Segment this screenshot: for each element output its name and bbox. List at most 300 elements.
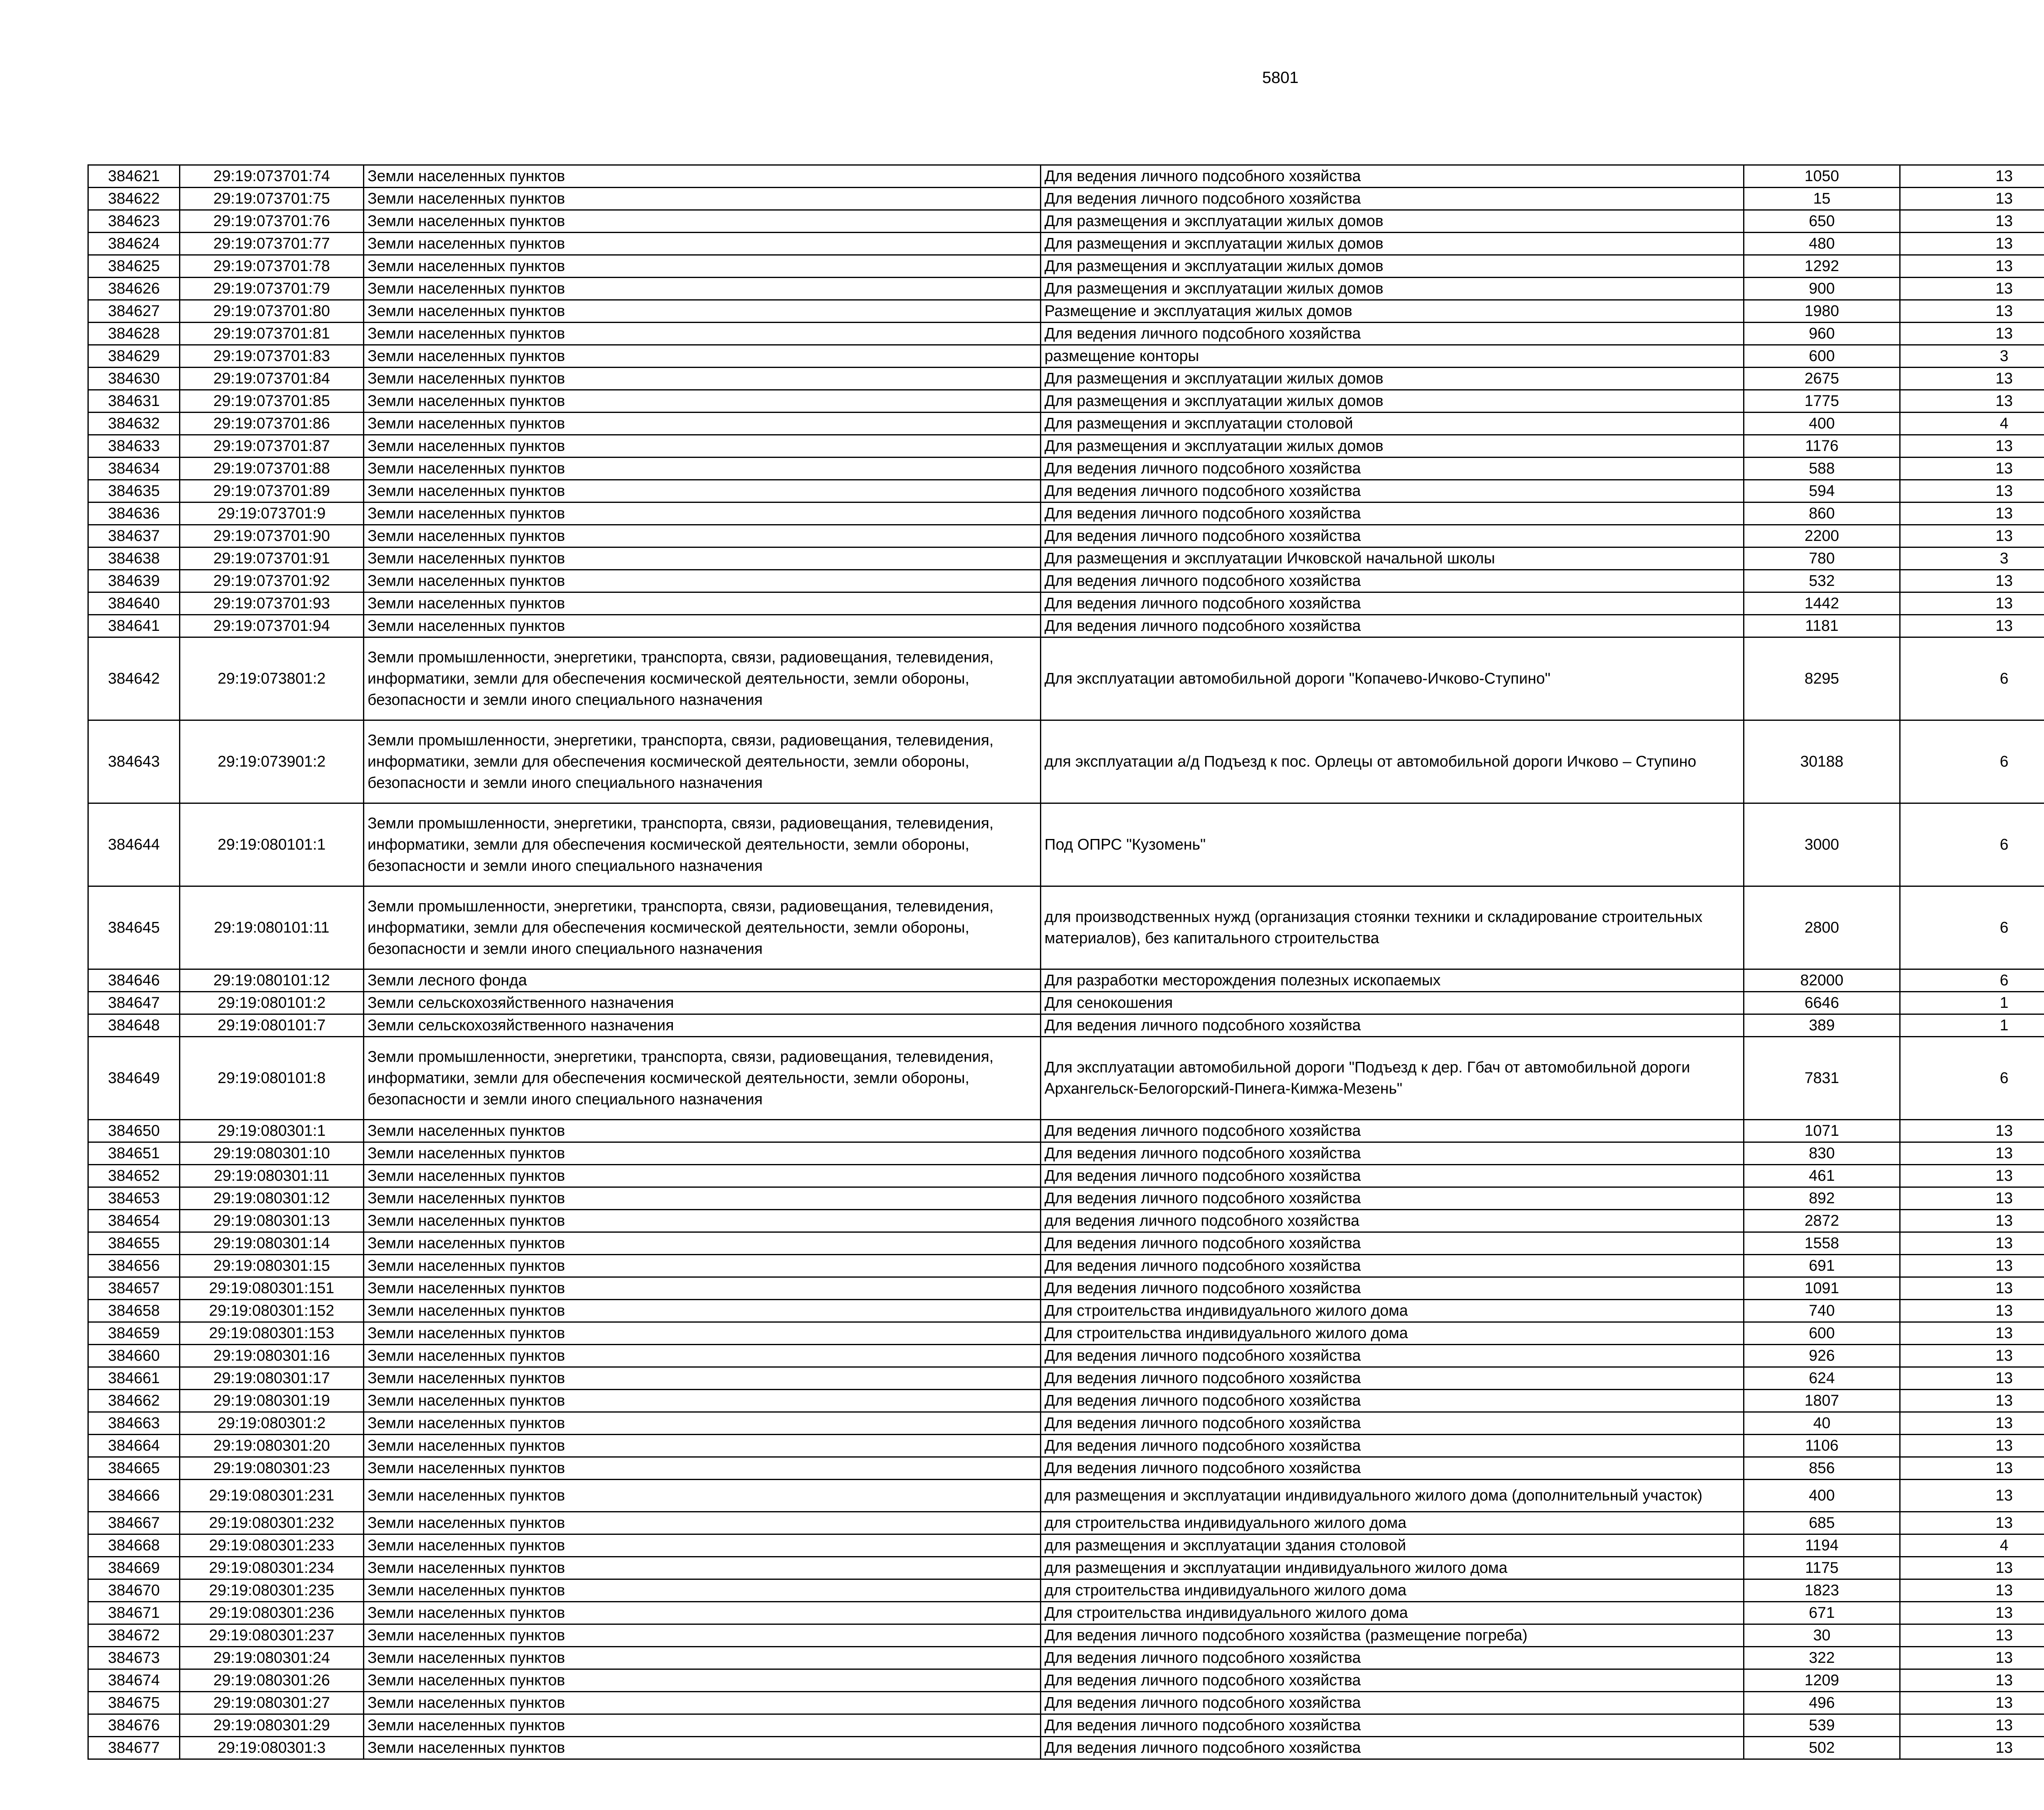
- table-row: [88, 1277, 2044, 1300]
- cell-group: 13: [1900, 300, 2044, 323]
- cell-land-category: Земли населенных пунктов: [364, 435, 1041, 458]
- cell-cadastral-number: 29:19:073901:2: [180, 720, 364, 803]
- cell-land-category: Земли населенных пунктов: [364, 1165, 1041, 1187]
- cell-group: 13: [1900, 188, 2044, 210]
- table-row: [88, 323, 2044, 345]
- cell-row-id: 384652: [88, 1165, 180, 1187]
- cell-row-id: 384671: [88, 1602, 180, 1624]
- cell-area: 82000: [1744, 969, 1900, 992]
- cell-cadastral-number: 29:19:073701:94: [180, 615, 364, 637]
- cell-area: 2200: [1744, 525, 1900, 547]
- cell-land-category: Земли населенных пунктов: [364, 323, 1041, 345]
- cell-permitted-use: Для ведения личного подсобного хозяйства (размещение погреба): [1041, 1624, 1744, 1647]
- cell-row-id: 384664: [88, 1435, 180, 1457]
- table-row: [88, 1037, 2044, 1120]
- cell-area: 600: [1744, 1322, 1900, 1345]
- cell-area: 2675: [1744, 368, 1900, 390]
- table-row: [88, 1412, 2044, 1435]
- cell-area: 594: [1744, 480, 1900, 502]
- cell-row-id: 384666: [88, 1480, 180, 1512]
- table-row: [88, 1165, 2044, 1187]
- cell-area: 856: [1744, 1457, 1900, 1480]
- cell-cadastral-number: 29:19:073701:74: [180, 165, 364, 188]
- cell-area: 650: [1744, 210, 1900, 233]
- cell-cadastral-number: 29:19:073701:80: [180, 300, 364, 323]
- cell-area: 685: [1744, 1512, 1900, 1534]
- cell-cadastral-number: 29:19:080301:26: [180, 1669, 364, 1692]
- cell-permitted-use: Для ведения личного подсобного хозяйства: [1041, 1737, 1744, 1759]
- table-row: [88, 1345, 2044, 1367]
- cell-permitted-use: для эксплуатации а/д Подъезд к пос. Орлецы от автомобильной дороги Ичково – Ступино: [1041, 720, 1744, 803]
- cell-group: 13: [1900, 1142, 2044, 1165]
- cell-area: 1292: [1744, 255, 1900, 278]
- cell-row-id: 384645: [88, 886, 180, 969]
- table-row: [88, 992, 2044, 1014]
- cell-land-category: Земли населенных пунктов: [364, 1187, 1041, 1210]
- table-row: [88, 1120, 2044, 1142]
- table-row: [88, 390, 2044, 413]
- table-row: [88, 1480, 2044, 1512]
- cell-area: 480: [1744, 233, 1900, 255]
- cell-area: 389: [1744, 1014, 1900, 1037]
- table-row: [88, 188, 2044, 210]
- table-row: [88, 300, 2044, 323]
- cell-permitted-use: Для строительства индивидуального жилого дома: [1041, 1602, 1744, 1624]
- cell-land-category: Земли сельскохозяйственного назначения: [364, 992, 1041, 1014]
- cell-row-id: 384629: [88, 345, 180, 368]
- cell-group: 13: [1900, 210, 2044, 233]
- cell-row-id: 384637: [88, 525, 180, 547]
- table-row: [88, 1255, 2044, 1277]
- cell-land-category: Земли населенных пунктов: [364, 210, 1041, 233]
- cell-permitted-use: Для размещения и эксплуатации Ичковской начальной школы: [1041, 547, 1744, 570]
- cell-group: 13: [1900, 1367, 2044, 1390]
- cell-row-id: 384663: [88, 1412, 180, 1435]
- cell-land-category: Земли населенных пунктов: [364, 1322, 1041, 1345]
- cell-permitted-use: Для ведения личного подсобного хозяйства: [1041, 1367, 1744, 1390]
- cell-row-id: 384673: [88, 1647, 180, 1669]
- cell-land-category: Земли населенных пунктов: [364, 1435, 1041, 1457]
- cell-area: 400: [1744, 413, 1900, 435]
- cell-cadastral-number: 29:19:073701:9: [180, 502, 364, 525]
- cell-land-category: Земли населенных пунктов: [364, 1512, 1041, 1534]
- cell-land-category: Земли населенных пунктов: [364, 233, 1041, 255]
- cell-group: 13: [1900, 1435, 2044, 1457]
- table-row: [88, 1300, 2044, 1322]
- table-row: [88, 1457, 2044, 1480]
- cell-land-category: Земли промышленности, энергетики, транспорта, связи, радиовещания, телевидения, информатики, земли для обеспечения космической деятельности, земли обороны, безопасности и земли иного специального назначения: [364, 886, 1041, 969]
- cell-area: 1176: [1744, 435, 1900, 458]
- cell-cadastral-number: 29:19:080301:151: [180, 1277, 364, 1300]
- cell-row-id: 384626: [88, 278, 180, 300]
- cell-row-id: 384658: [88, 1300, 180, 1322]
- table-row: [88, 1602, 2044, 1624]
- table-row: [88, 969, 2044, 992]
- cell-land-category: Земли населенных пунктов: [364, 390, 1041, 413]
- table-row: [88, 1367, 2044, 1390]
- cell-land-category: Земли населенных пунктов: [364, 592, 1041, 615]
- cell-cadastral-number: 29:19:080301:10: [180, 1142, 364, 1165]
- cell-group: 1: [1900, 1014, 2044, 1037]
- cell-group: 6: [1900, 1037, 2044, 1120]
- cell-row-id: 384640: [88, 592, 180, 615]
- cell-permitted-use: Для размещения и эксплуатации жилых домов: [1041, 233, 1744, 255]
- cell-area: 600: [1744, 345, 1900, 368]
- cell-group: 13: [1900, 1390, 2044, 1412]
- table-row: [88, 435, 2044, 458]
- cell-cadastral-number: 29:19:080301:15: [180, 1255, 364, 1277]
- cell-permitted-use: Для размещения и эксплуатации жилых домов: [1041, 255, 1744, 278]
- cell-group: 13: [1900, 458, 2044, 480]
- cell-cadastral-number: 29:19:080301:236: [180, 1602, 364, 1624]
- cell-area: 780: [1744, 547, 1900, 570]
- cell-land-category: Земли населенных пунктов: [364, 413, 1041, 435]
- cell-group: 13: [1900, 368, 2044, 390]
- cell-cadastral-number: 29:19:080301:24: [180, 1647, 364, 1669]
- table-row: [88, 1390, 2044, 1412]
- cell-group: 6: [1900, 886, 2044, 969]
- cell-permitted-use: Для ведения личного подсобного хозяйства: [1041, 1255, 1744, 1277]
- cell-row-id: 384641: [88, 615, 180, 637]
- cell-permitted-use: Для ведения личного подсобного хозяйства: [1041, 1457, 1744, 1480]
- cell-area: 691: [1744, 1255, 1900, 1277]
- cell-row-id: 384625: [88, 255, 180, 278]
- cell-group: 13: [1900, 1120, 2044, 1142]
- cell-row-id: 384665: [88, 1457, 180, 1480]
- cell-land-category: Земли населенных пунктов: [364, 615, 1041, 637]
- cell-group: 13: [1900, 480, 2044, 502]
- cell-row-id: 384655: [88, 1232, 180, 1255]
- cell-cadastral-number: 29:19:080301:14: [180, 1232, 364, 1255]
- cell-land-category: Земли населенных пунктов: [364, 1602, 1041, 1624]
- cell-land-category: Земли промышленности, энергетики, транспорта, связи, радиовещания, телевидения, информатики, земли для обеспечения космической деятельности, земли обороны, безопасности и земли иного специального назначения: [364, 637, 1041, 720]
- cell-row-id: 384624: [88, 233, 180, 255]
- table-row: [88, 1647, 2044, 1669]
- cell-permitted-use: Для размещения и эксплуатации столовой: [1041, 413, 1744, 435]
- cell-row-id: 384649: [88, 1037, 180, 1120]
- cell-area: 1442: [1744, 592, 1900, 615]
- cell-permitted-use: Для ведения личного подсобного хозяйства: [1041, 323, 1744, 345]
- table-row: [88, 1557, 2044, 1579]
- cell-row-id: 384621: [88, 165, 180, 188]
- cell-cadastral-number: 29:19:080301:23: [180, 1457, 364, 1480]
- cell-permitted-use: Для ведения личного подсобного хозяйства: [1041, 458, 1744, 480]
- cell-cadastral-number: 29:19:080301:232: [180, 1512, 364, 1534]
- cell-permitted-use: для размещения и эксплуатации индивидуального жилого дома: [1041, 1557, 1744, 1579]
- cell-land-category: Земли населенных пунктов: [364, 345, 1041, 368]
- cell-cadastral-number: 29:19:080301:29: [180, 1714, 364, 1737]
- cell-area: 532: [1744, 570, 1900, 592]
- cell-row-id: 384660: [88, 1345, 180, 1367]
- cell-cadastral-number: 29:19:080301:17: [180, 1367, 364, 1390]
- cell-land-category: Земли населенных пунктов: [364, 1367, 1041, 1390]
- cell-land-category: Земли населенных пунктов: [364, 1300, 1041, 1322]
- cell-cadastral-number: 29:19:073701:91: [180, 547, 364, 570]
- cell-permitted-use: Для ведения личного подсобного хозяйства: [1041, 1390, 1744, 1412]
- cell-group: 3: [1900, 547, 2044, 570]
- cell-area: 461: [1744, 1165, 1900, 1187]
- cell-cadastral-number: 29:19:080101:1: [180, 803, 364, 886]
- cell-land-category: Земли населенных пунктов: [364, 165, 1041, 188]
- cell-cadastral-number: 29:19:080101:8: [180, 1037, 364, 1120]
- cell-land-category: Земли населенных пунктов: [364, 1390, 1041, 1412]
- cell-cadastral-number: 29:19:073701:86: [180, 413, 364, 435]
- cell-group: 13: [1900, 278, 2044, 300]
- cell-permitted-use: Для эксплуатации автомобильной дороги "Копачево-Ичково-Ступино": [1041, 637, 1744, 720]
- cell-group: 13: [1900, 1232, 2044, 1255]
- cell-group: 13: [1900, 1300, 2044, 1322]
- cell-land-category: Земли населенных пунктов: [364, 368, 1041, 390]
- table-row: [88, 1737, 2044, 1759]
- cell-group: 13: [1900, 1602, 2044, 1624]
- cell-area: 1558: [1744, 1232, 1900, 1255]
- cell-land-category: Земли населенных пунктов: [364, 1457, 1041, 1480]
- cell-permitted-use: Для разработки месторождения полезных ископаемых: [1041, 969, 1744, 992]
- cell-row-id: 384651: [88, 1142, 180, 1165]
- cell-row-id: 384667: [88, 1512, 180, 1534]
- cell-land-category: Земли населенных пунктов: [364, 458, 1041, 480]
- cell-permitted-use: Для ведения личного подсобного хозяйства: [1041, 1187, 1744, 1210]
- cell-group: 13: [1900, 525, 2044, 547]
- table-row: [88, 1014, 2044, 1037]
- cell-cadastral-number: 29:19:080301:152: [180, 1300, 364, 1322]
- cell-land-category: Земли населенных пунктов: [364, 1579, 1041, 1602]
- table-row: [88, 525, 2044, 547]
- cell-permitted-use: Для ведения личного подсобного хозяйства: [1041, 1669, 1744, 1692]
- cell-area: 15: [1744, 188, 1900, 210]
- cell-land-category: Земли населенных пунктов: [364, 255, 1041, 278]
- cell-group: 6: [1900, 969, 2044, 992]
- cell-row-id: 384630: [88, 368, 180, 390]
- cell-land-category: Земли населенных пунктов: [364, 570, 1041, 592]
- cell-land-category: Земли населенных пунктов: [364, 502, 1041, 525]
- cell-row-id: 384669: [88, 1557, 180, 1579]
- cell-area: 1071: [1744, 1120, 1900, 1142]
- cell-area: 30: [1744, 1624, 1900, 1647]
- cell-area: 624: [1744, 1367, 1900, 1390]
- cell-group: 13: [1900, 1255, 2044, 1277]
- cell-land-category: Земли населенных пунктов: [364, 188, 1041, 210]
- cell-row-id: 384635: [88, 480, 180, 502]
- cell-group: 6: [1900, 637, 2044, 720]
- cell-cadastral-number: 29:19:073701:92: [180, 570, 364, 592]
- cell-group: 13: [1900, 1322, 2044, 1345]
- cell-row-id: 384642: [88, 637, 180, 720]
- cell-cadastral-number: 29:19:080101:11: [180, 886, 364, 969]
- cell-row-id: 384636: [88, 502, 180, 525]
- cell-area: 502: [1744, 1737, 1900, 1759]
- cell-cadastral-number: 29:19:073701:79: [180, 278, 364, 300]
- cell-cadastral-number: 29:19:073701:88: [180, 458, 364, 480]
- cell-permitted-use: Для ведения личного подсобного хозяйства: [1041, 1647, 1744, 1669]
- table-row: [88, 255, 2044, 278]
- table-row: [88, 165, 2044, 188]
- cell-area: 1106: [1744, 1435, 1900, 1457]
- cell-permitted-use: Для ведения личного подсобного хозяйства: [1041, 1692, 1744, 1714]
- table-row: [88, 1435, 2044, 1457]
- cell-row-id: 384631: [88, 390, 180, 413]
- cell-land-category: Земли промышленности, энергетики, транспорта, связи, радиовещания, телевидения, информатики, земли для обеспечения космической деятельности, земли обороны, безопасности и земли иного специального назначения: [364, 720, 1041, 803]
- cell-cadastral-number: 29:19:073701:76: [180, 210, 364, 233]
- cell-group: 13: [1900, 1187, 2044, 1210]
- cell-land-category: Земли населенных пунктов: [364, 1737, 1041, 1759]
- cell-group: 13: [1900, 1669, 2044, 1692]
- cell-cadastral-number: 29:19:080301:231: [180, 1480, 364, 1512]
- cell-row-id: 384644: [88, 803, 180, 886]
- table-row: [88, 1579, 2044, 1602]
- cell-land-category: Земли населенных пунктов: [364, 525, 1041, 547]
- cell-permitted-use: размещение конторы: [1041, 345, 1744, 368]
- cell-cadastral-number: 29:19:080301:235: [180, 1579, 364, 1602]
- cell-land-category: Земли населенных пунктов: [364, 300, 1041, 323]
- cell-group: 13: [1900, 1457, 2044, 1480]
- cell-row-id: 384657: [88, 1277, 180, 1300]
- cell-area: 830: [1744, 1142, 1900, 1165]
- cell-permitted-use: Для ведения личного подсобного хозяйства: [1041, 1232, 1744, 1255]
- cell-permitted-use: для размещения и эксплуатации индивидуального жилого дома (дополнительный участок): [1041, 1480, 1744, 1512]
- cell-land-category: Земли населенных пунктов: [364, 547, 1041, 570]
- cell-permitted-use: Для ведения личного подсобного хозяйства: [1041, 1165, 1744, 1187]
- table-row: [88, 1232, 2044, 1255]
- cell-cadastral-number: 29:19:073701:93: [180, 592, 364, 615]
- cell-row-id: 384647: [88, 992, 180, 1014]
- cell-area: 900: [1744, 278, 1900, 300]
- cell-land-category: Земли населенных пунктов: [364, 1277, 1041, 1300]
- cell-group: 13: [1900, 1557, 2044, 1579]
- table-row: [88, 1322, 2044, 1345]
- table-row: [88, 413, 2044, 435]
- cell-cadastral-number: 29:19:073801:2: [180, 637, 364, 720]
- table-row: [88, 1669, 2044, 1692]
- cell-cadastral-number: 29:19:080301:16: [180, 1345, 364, 1367]
- cell-group: 13: [1900, 1345, 2044, 1367]
- cell-cadastral-number: 29:19:080101:12: [180, 969, 364, 992]
- cell-cadastral-number: 29:19:080301:20: [180, 1435, 364, 1457]
- cell-cadastral-number: 29:19:080301:12: [180, 1187, 364, 1210]
- cell-cadastral-number: 29:19:073701:78: [180, 255, 364, 278]
- cell-cadastral-number: 29:19:080301:233: [180, 1534, 364, 1557]
- cell-cadastral-number: 29:19:080301:237: [180, 1624, 364, 1647]
- cell-cadastral-number: 29:19:080301:234: [180, 1557, 364, 1579]
- table-body: [88, 165, 2044, 1759]
- cell-land-category: Земли населенных пунктов: [364, 1232, 1041, 1255]
- cell-row-id: 384674: [88, 1669, 180, 1692]
- table-row: [88, 592, 2044, 615]
- cell-group: 13: [1900, 435, 2044, 458]
- cell-permitted-use: для строительства индивидуального жилого дома: [1041, 1579, 1744, 1602]
- cell-permitted-use: Для строительства индивидуального жилого дома: [1041, 1322, 1744, 1345]
- cell-area: 1823: [1744, 1579, 1900, 1602]
- cell-permitted-use: Для строительства индивидуального жилого дома: [1041, 1300, 1744, 1322]
- cell-land-category: Земли населенных пунктов: [364, 1210, 1041, 1232]
- cell-cadastral-number: 29:19:080301:1: [180, 1120, 364, 1142]
- table-row: [88, 1714, 2044, 1737]
- cell-row-id: 384670: [88, 1579, 180, 1602]
- cell-cadastral-number: 29:19:080301:11: [180, 1165, 364, 1187]
- cell-cadastral-number: 29:19:080101:7: [180, 1014, 364, 1037]
- cell-row-id: 384676: [88, 1714, 180, 1737]
- cell-land-category: Земли населенных пунктов: [364, 1557, 1041, 1579]
- cell-land-category: Земли населенных пунктов: [364, 1692, 1041, 1714]
- table-row: [88, 480, 2044, 502]
- cell-cadastral-number: 29:19:080301:2: [180, 1412, 364, 1435]
- cell-row-id: 384627: [88, 300, 180, 323]
- cell-area: 1775: [1744, 390, 1900, 413]
- cell-cadastral-number: 29:19:080301:19: [180, 1390, 364, 1412]
- cell-permitted-use: для ведения личного подсобного хозяйства: [1041, 1210, 1744, 1232]
- table-row: [88, 1624, 2044, 1647]
- cell-permitted-use: Для размещения и эксплуатации жилых домов: [1041, 390, 1744, 413]
- cell-row-id: 384650: [88, 1120, 180, 1142]
- table-row: [88, 1142, 2044, 1165]
- cell-area: 400: [1744, 1480, 1900, 1512]
- cell-area: 6646: [1744, 992, 1900, 1014]
- cell-group: 13: [1900, 570, 2044, 592]
- cell-permitted-use: Для ведения личного подсобного хозяйства: [1041, 1120, 1744, 1142]
- cell-permitted-use: Для ведения личного подсобного хозяйства: [1041, 188, 1744, 210]
- table-row: [88, 278, 2044, 300]
- cell-permitted-use: Размещение и эксплуатация жилых домов: [1041, 300, 1744, 323]
- cell-area: 7831: [1744, 1037, 1900, 1120]
- cell-area: 496: [1744, 1692, 1900, 1714]
- cell-land-category: Земли населенных пунктов: [364, 1669, 1041, 1692]
- cell-group: 13: [1900, 1624, 2044, 1647]
- cell-land-category: Земли населенных пунктов: [364, 1624, 1041, 1647]
- cell-area: 1050: [1744, 165, 1900, 188]
- cell-area: 2872: [1744, 1210, 1900, 1232]
- cell-area: 740: [1744, 1300, 1900, 1322]
- cell-area: 960: [1744, 323, 1900, 345]
- cell-cadastral-number: 29:19:080301:3: [180, 1737, 364, 1759]
- cell-area: 1181: [1744, 615, 1900, 637]
- cell-row-id: 384634: [88, 458, 180, 480]
- cell-row-id: 384639: [88, 570, 180, 592]
- cell-cadastral-number: 29:19:073701:77: [180, 233, 364, 255]
- table-row: [88, 458, 2044, 480]
- cell-row-id: 384656: [88, 1255, 180, 1277]
- cell-permitted-use: Для эксплуатации автомобильной дороги "Подъезд к дер. Гбач от автомобильной дороги Архангельск-Белогорский-Пинега-Кимжа-Мезень": [1041, 1037, 1744, 1120]
- cell-area: 588: [1744, 458, 1900, 480]
- table-row: [88, 803, 2044, 886]
- cell-group: 13: [1900, 502, 2044, 525]
- cell-row-id: 384672: [88, 1624, 180, 1647]
- cell-cadastral-number: 29:19:073701:89: [180, 480, 364, 502]
- land-registry-table: [87, 164, 2044, 1760]
- cell-land-category: Земли промышленности, энергетики, транспорта, связи, радиовещания, телевидения, информатики, земли для обеспечения космической деятельности, земли обороны, безопасности и земли иного специального назначения: [364, 803, 1041, 886]
- cell-group: 1: [1900, 992, 2044, 1014]
- cell-land-category: Земли населенных пунктов: [364, 1345, 1041, 1367]
- cell-row-id: 384653: [88, 1187, 180, 1210]
- cell-land-category: Земли населенных пунктов: [364, 1412, 1041, 1435]
- cell-permitted-use: Для размещения и эксплуатации жилых домов: [1041, 435, 1744, 458]
- table-row: [88, 547, 2044, 570]
- cell-group: 13: [1900, 1165, 2044, 1187]
- cell-land-category: Земли населенных пунктов: [364, 1647, 1041, 1669]
- cell-land-category: Земли населенных пунктов: [364, 1142, 1041, 1165]
- cell-cadastral-number: 29:19:073701:83: [180, 345, 364, 368]
- cell-permitted-use: Для размещения и эксплуатации жилых домов: [1041, 210, 1744, 233]
- cell-cadastral-number: 29:19:080101:2: [180, 992, 364, 1014]
- cell-group: 13: [1900, 1579, 2044, 1602]
- cell-cadastral-number: 29:19:073701:90: [180, 525, 364, 547]
- cell-permitted-use: Для сенокошения: [1041, 992, 1744, 1014]
- cell-area: 1194: [1744, 1534, 1900, 1557]
- cell-land-category: Земли лесного фонда: [364, 969, 1041, 992]
- cell-area: 322: [1744, 1647, 1900, 1669]
- cell-group: 3: [1900, 345, 2044, 368]
- cell-group: 13: [1900, 1692, 2044, 1714]
- cell-row-id: 384659: [88, 1322, 180, 1345]
